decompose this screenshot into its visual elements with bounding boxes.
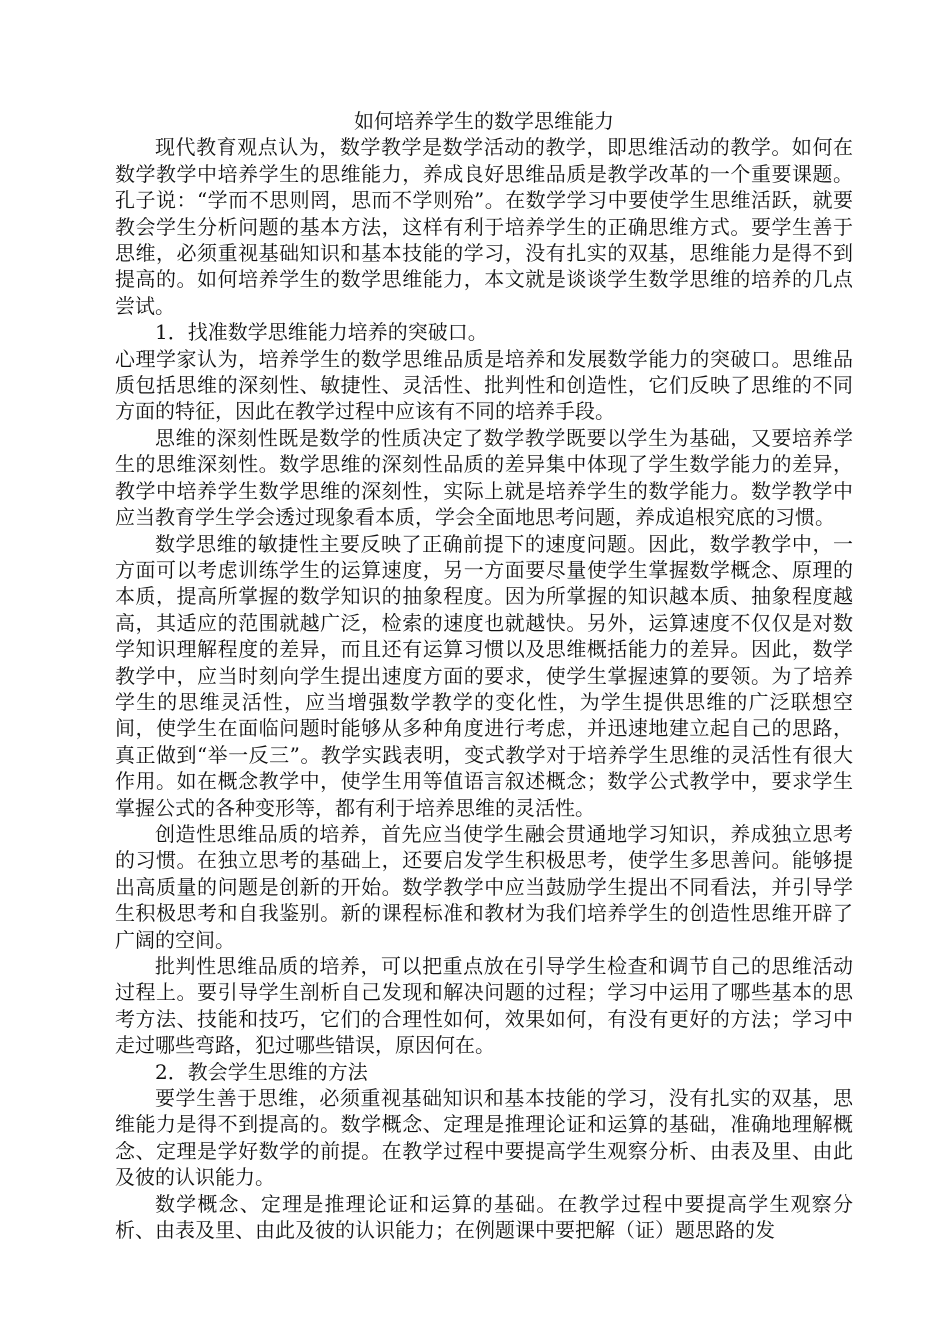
section-heading-2: 2．教会学生思维的方法 [155,1059,368,1084]
paragraph-psychologist: 心理学家认为，培养学生的数学思维品质是培养和发展数学能力的突破口。思维品质包括思维的深刻性、敏捷性、灵活性、批判性和创造性，它们反映了思维的不同方面的特征，因此在教学过程中应该有不同的培养手段。 [115,346,853,424]
paragraph-intro: 现代教育观点认为，数学教学是数学活动的教学，即思维活动的教学。如何在数学教学中培养学生的思维能力，养成良好思维品质是教学改革的一个重要课题。孔子说：“学而不思则罔，思而不学则殆”。在数学学习中要使学生思维活跃，就要教会学生分析问题的基本方法，这样有利于培养学生的正确思维方式。要学生善于思维，必须重视基础知识和基本技能的学习，没有扎实的双基，思维能力是得不到提高的。如何培养学生的数学思维能力，本文就是谈谈学生数学思维的培养的几点尝试。 [115,135,853,318]
section-heading-1: 1．找准数学思维能力培养的突破口。 [155,320,488,345]
document-page [115,108,853,1243]
paragraph-depth: 思维的深刻性既是数学的性质决定了数学教学既要以学生为基础，又要培养学生的思维深刻性。数学思维的深刻性品质的差异集中体现了学生数学能力的差异，教学中培养学生数学思维的深刻性，实际上就是培养学生的数学能力。数学教学中应当教育学生学会透过现象看本质，学会全面地思考问题，养成追根究底的习惯。 [115,425,853,530]
paragraph-concepts: 数学概念、定理是推理论证和运算的基础。在教学过程中要提高学生观察分析、由表及里、由此及彼的认识能力；在例题课中要把解（证）题思路的发 [115,1191,853,1243]
paragraph-agility: 数学思维的敏捷性主要反映了正确前提下的速度问题。因此，数学教学中，一方面可以考虑训练学生的运算速度，另一方面要尽量使学生掌握数学概念、原理的本质，提高所掌握的数学知识的抽象程度。因为所掌握的知识越本质、抽象程度越高，其适应的范围就越广泛，检索的速度也就越快。另外，运算速度不仅仅是对数学知识理解程度的差异，而且还有运算习惯以及思维概括能力的差异。因此，数学教学中，应当时刻向学生提出速度方面的要求，使学生掌握速算的要领。为了培养学生的思维灵活性，应当增强数学教学的变化性，为学生提供思维的广泛联想空间，使学生在面临问题时能够从多种角度进行考虑，并迅速地建立起自己的思路，真正做到“举一反三”。教学实践表明，变式教学对于培养学生思维的灵活性有很大作用。如在概念教学中，使学生用等值语言叙述概念；数学公式教学中，要求学生掌握公式的各种变形等，都有利于培养思维的灵活性。 [115,531,853,820]
paragraph-critical: 批判性思维品质的培养，可以把重点放在引导学生检查和调节自己的思维活动过程上。要引导学生剖析自己发现和解决问题的过程；学习中运用了哪些基本的思考方法、技能和技巧，它们的合理性如何，效果如何，有没有更好的方法；学习中走过哪些弯路，犯过哪些错误，原因何在。 [115,954,853,1058]
paragraph-creativity: 创造性思维品质的培养，首先应当使学生融会贯通地学习知识，养成独立思考的习惯。在独立思考的基础上，还要启发学生积极思考，使学生多思善问。能够提出高质量的问题是创新的开始。数学教学中应当鼓励学生提出不同看法，并引导学生积极思考和自我鉴别。新的课程标准和教材为我们培养学生的创造性思维开辟了广阔的空间。 [115,821,853,952]
document-title: 如何培养学生的数学思维能力 [354,109,614,133]
paragraph-method: 要学生善于思维，必须重视基础知识和基本技能的学习，没有扎实的双基，思维能力是得不到提高的。数学概念、定理是推理论证和运算的基础，准确地理解概念、定理是学好数学的前提。在教学过程中要提高学生观察分析、由表及里、由此及彼的认识能力。 [115,1086,853,1190]
